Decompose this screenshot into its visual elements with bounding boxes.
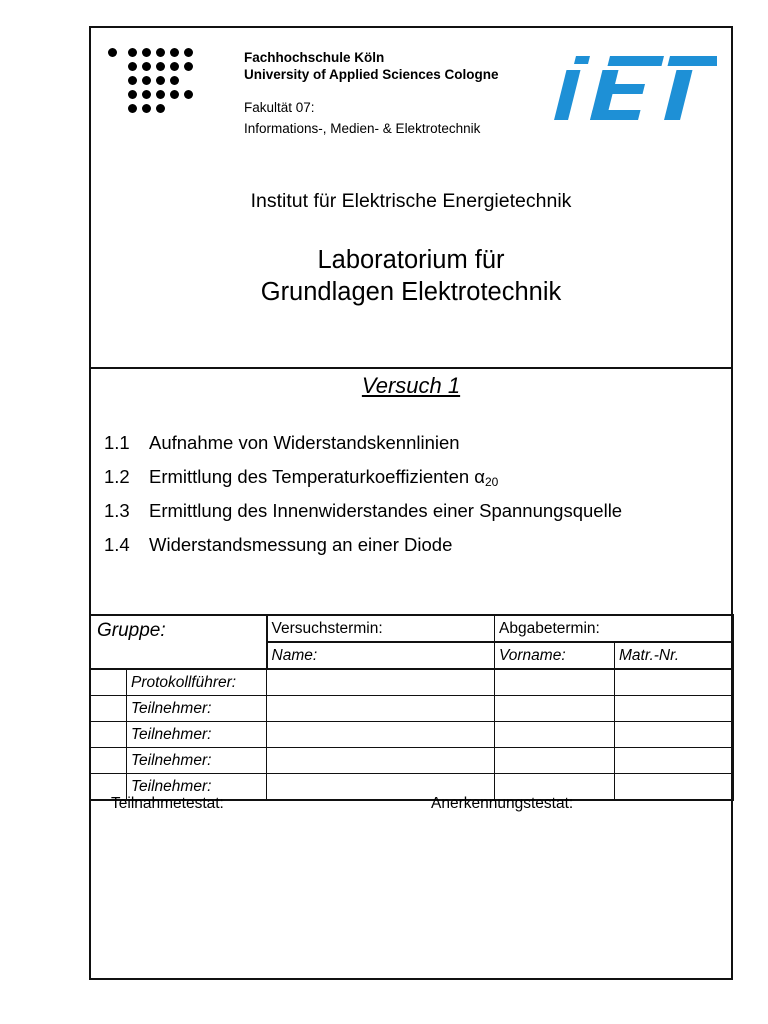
task-text: Widerstandsmessung an einer Diode: [149, 534, 453, 555]
task-number: 1.1: [104, 432, 130, 453]
logo-dot: [128, 62, 137, 71]
row-checkbox[interactable]: [91, 696, 127, 722]
logo-dot: [156, 104, 165, 113]
matr-cell[interactable]: [615, 722, 734, 748]
logo-dot: [108, 48, 117, 57]
task-text: Ermittlung des Temperaturkoeffizienten α: [149, 466, 485, 487]
lab-title-line1: Laboratorium für: [317, 246, 505, 274]
vorname-cell[interactable]: [495, 748, 615, 774]
task-subscript: 20: [485, 475, 499, 489]
logo-t-stem: [664, 70, 692, 120]
role-label: Teilnehmer:: [127, 722, 267, 748]
role-label: Teilnehmer:: [127, 696, 267, 722]
due-field[interactable]: [495, 615, 734, 642]
name-cell[interactable]: [267, 669, 495, 696]
logo-t-top: [668, 56, 717, 66]
role-label: Teilnehmer:: [127, 748, 267, 774]
logo-dot: [156, 62, 165, 71]
experiment-heading-text: Versuch 1: [361, 373, 461, 398]
experiment-heading: [89, 373, 733, 399]
university-dot-logo: [108, 48, 228, 128]
logo-dot: [142, 62, 151, 71]
divider-title: [89, 367, 733, 369]
role-label: Protokollführer:: [127, 669, 267, 696]
group-label-cell: [91, 615, 267, 669]
faculty-name: Informations-, Medien- & Elektrotechnik: [244, 121, 481, 136]
logo-dot: [156, 48, 165, 57]
task-text: Aufnahme von Widerstandskennlinien: [149, 432, 460, 453]
logo-dot: [184, 90, 193, 99]
logo-e-top: [608, 56, 664, 66]
role-label: Teilnehmer:: [127, 774, 267, 801]
task-number: 1.4: [104, 534, 130, 555]
lab-title: [89, 244, 733, 308]
lab-title-line2: Grundlagen Elektrotechnik: [260, 278, 562, 306]
logo-dot: [142, 90, 151, 99]
school-name-english: University of Applied Sciences Cologne: [244, 67, 499, 82]
attendance-label: Teilnahmetestat:: [111, 795, 224, 812]
logo-dot: [142, 104, 151, 113]
group-label: Gruppe:: [97, 620, 166, 641]
logo-dot: [128, 76, 137, 85]
logo-dot: [170, 76, 179, 85]
vorname-cell[interactable]: [495, 669, 615, 696]
vorname-header: Vorname:: [495, 642, 615, 669]
logo-dot: [142, 76, 151, 85]
logo-dot: [184, 48, 193, 57]
logo-dot: [156, 76, 165, 85]
matr-cell[interactable]: [615, 696, 734, 722]
matr-cell[interactable]: [615, 748, 734, 774]
logo-dot: [128, 104, 137, 113]
logo-dot: [170, 62, 179, 71]
name-cell[interactable]: [267, 748, 495, 774]
task-item: [104, 534, 452, 556]
name-cell[interactable]: [267, 722, 495, 748]
task-text: Ermittlung des Innenwiderstandes einer Spannungsquelle: [149, 500, 623, 521]
due-label: Abgabetermin:: [499, 619, 600, 637]
logo-dot: [142, 48, 151, 57]
institute-name: Institut für Elektrische Energietechnik: [250, 190, 572, 212]
row-checkbox[interactable]: [91, 748, 127, 774]
matr-header: Matr.-Nr.: [615, 642, 734, 669]
name-header: Name:: [267, 642, 495, 669]
logo-dot: [156, 90, 165, 99]
row-checkbox[interactable]: [91, 669, 127, 696]
logo-dot: [170, 90, 179, 99]
group-table: [90, 614, 734, 801]
matr-cell[interactable]: [615, 774, 734, 801]
iet-logo: [549, 52, 717, 124]
row-checkbox[interactable]: [91, 722, 127, 748]
matr-cell[interactable]: [615, 669, 734, 696]
task-item: [104, 466, 498, 489]
faculty-number: Fakultät 07:: [244, 100, 315, 115]
vorname-cell[interactable]: [495, 696, 615, 722]
logo-e-middle: [599, 84, 645, 94]
logo-i-stem: [554, 70, 580, 120]
vorname-cell[interactable]: [495, 722, 615, 748]
date-label: Versuchstermin:: [271, 619, 383, 637]
school-name: Fachhochschule Köln: [244, 50, 385, 65]
date-field[interactable]: [267, 615, 495, 642]
logo-dot: [128, 90, 137, 99]
task-item: [104, 500, 622, 522]
logo-dot: [128, 48, 137, 57]
logo-dot: [184, 62, 193, 71]
logo-i-dot: [574, 56, 590, 64]
name-cell[interactable]: [267, 696, 495, 722]
logo-e-bottom: [590, 110, 640, 120]
logo-dot: [170, 48, 179, 57]
task-number: 1.2: [104, 466, 130, 487]
task-number: 1.3: [104, 500, 130, 521]
recognition-label: Anerkennungstestat:: [431, 795, 574, 812]
task-item: [104, 432, 460, 454]
